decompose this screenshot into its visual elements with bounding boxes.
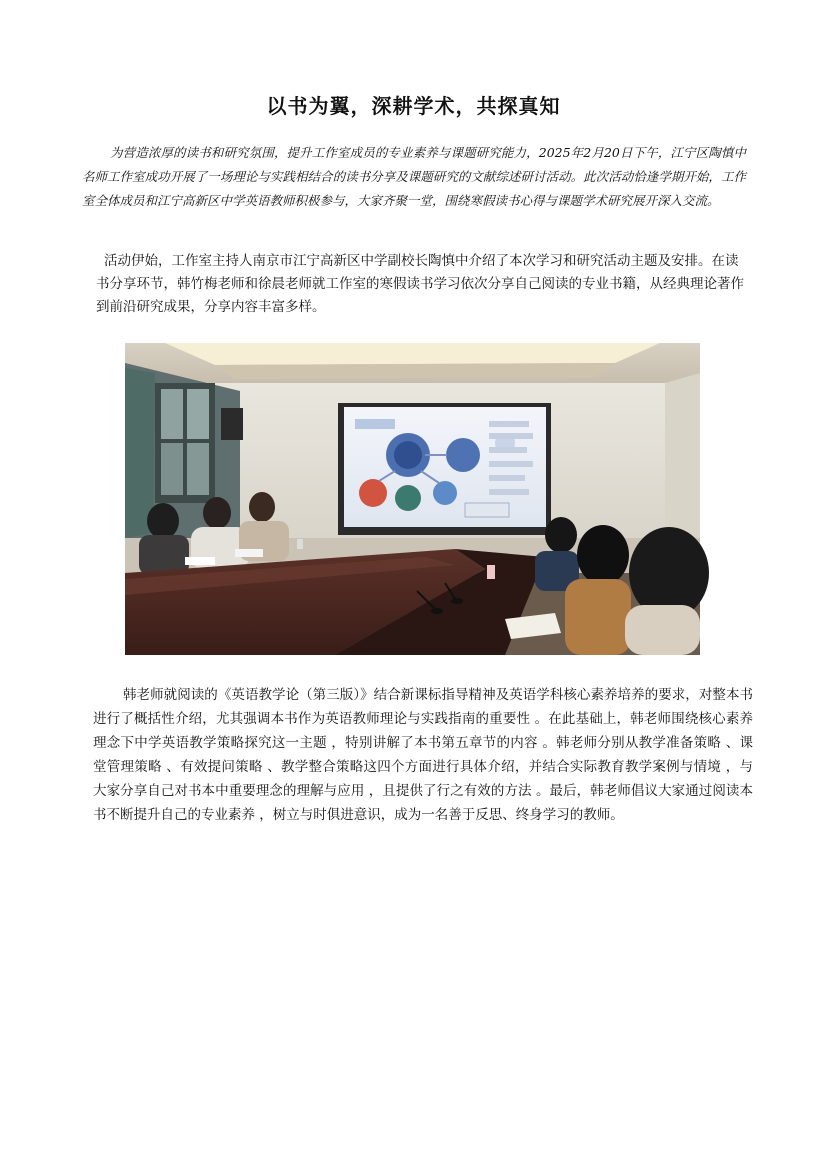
article-title: 以书为翼，深耕学术，共探真知 bbox=[266, 94, 561, 118]
intro-paragraph: 为营造浓厚的读书和研究氛围，提升工作室成员的专业素养与课题研究能力，2025年2月20日下午，江宁区陶慎中名师工作室成功开展了一场理论与实践相结合的读书分享及课题研究的文献综述研讨活动。此次活动恰逢学期开始，工作室全体成员和江宁高新区中学英语教师积极参与，大家齐聚一堂，围绕寒假读书心得与课题学术研究展开深入交流。 bbox=[82, 145, 746, 208]
photo-watermark bbox=[505, 965, 740, 984]
wechat-icon: ✿ bbox=[505, 969, 521, 984]
watermark-text: 公众号 · 江宁区初中英语陶慎中工作室 bbox=[520, 969, 741, 984]
meeting-room-illustration bbox=[125, 343, 700, 655]
body-paragraph-2: 韩老师就阅读的《英语教学论（第三版）》结合新课标指导精神及英语学科核心素养培养的要求，对整本书进行了概括性介绍，尤其强调本书作为英语教师理论与实践指南的重要性 。在此基础上，韩老师围绕核心素养理念下中学英语教学策略探究这一主题 ，特别讲解了本书第五章节的内容 。韩老师分别从教学准备策略 、课堂管理策略 、有效提问策略 、教学整合策略这四个方面进行具体介绍，并结合实际教育教学案例与情境 ，与大家分享自己对书本中重要理念的理解与应用 ，且提供了行之有效的方法 。最后，韩老师倡议大家通过阅读本书不断提升自己的专业素养 ，树立与时俱进意识，成为一名善于反思、终身学习的教师。 bbox=[93, 687, 753, 823]
body-paragraph-1: 活动伊始，工作室主持人南京市江宁高新区中学副校长陶慎中介绍了本次学习和研究活动主题及安排。在读书分享环节，韩竹梅老师和徐晨老师就工作室的寒假读书学习依次分享自己阅读的专业书籍，从经典理论著作到前沿研究成果，分享内容丰富多样。 bbox=[96, 253, 744, 315]
